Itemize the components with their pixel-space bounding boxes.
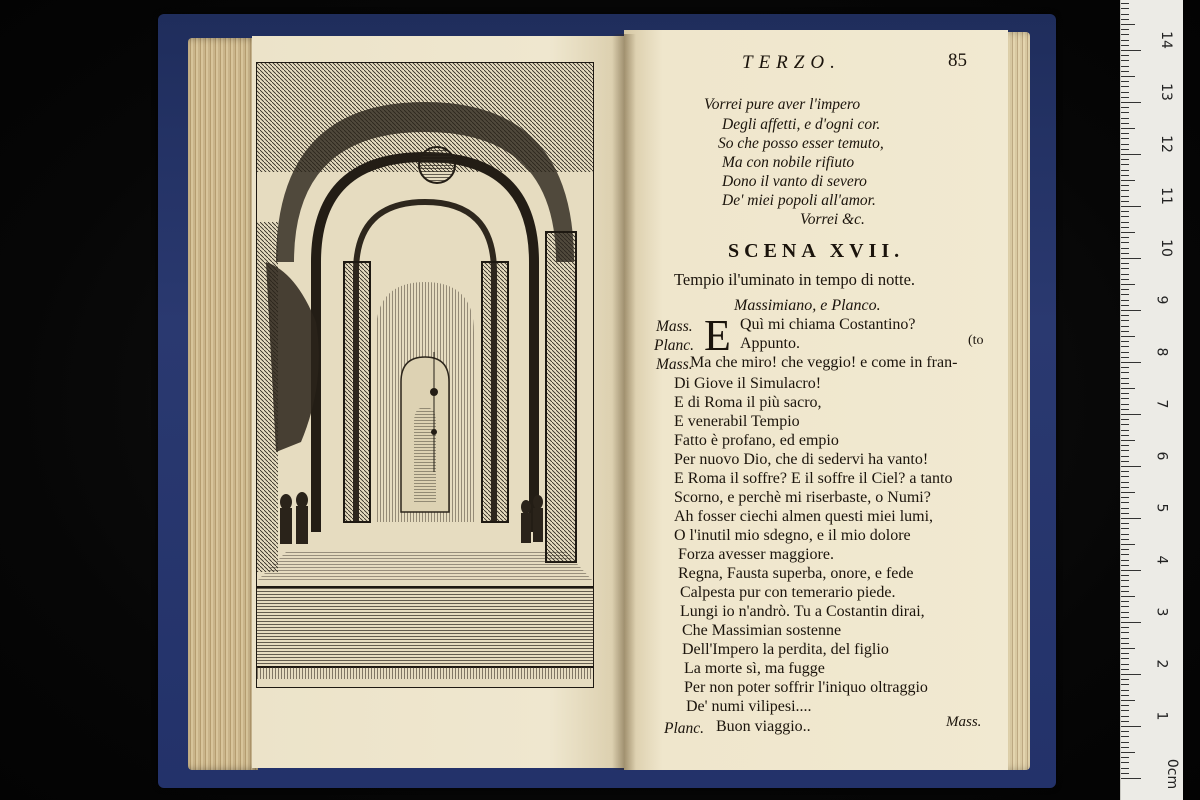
ruler-tick — [1121, 393, 1129, 394]
ruler-tick — [1121, 648, 1135, 649]
ruler-tick — [1121, 258, 1141, 259]
ruler-tick — [1121, 19, 1129, 20]
ruler-tick — [1121, 664, 1129, 665]
text-line: Dell'Impero la perdita, del figlio — [682, 641, 889, 658]
character-list: Massimiano, e Planco. — [734, 297, 881, 314]
ruler-tick — [1121, 97, 1129, 98]
text-line: E Roma il soffre? E il soffre il Ciel? a tanto — [674, 470, 953, 487]
ruler-tick — [1121, 632, 1129, 633]
ruler-tick — [1121, 768, 1129, 769]
ruler-tick — [1121, 29, 1129, 30]
ruler-tick — [1121, 617, 1129, 618]
ruler-tick — [1121, 248, 1129, 249]
ruler-tick — [1121, 398, 1129, 399]
ruler-tick — [1121, 3, 1129, 4]
ruler-tick — [1121, 294, 1129, 295]
verse-line: Dono il vanto di severo — [722, 173, 867, 190]
ruler-tick — [1121, 424, 1129, 425]
ruler-tick — [1121, 289, 1129, 290]
ruler-tick — [1121, 549, 1129, 550]
ruler-tick — [1121, 419, 1129, 420]
ruler-tick — [1121, 679, 1129, 680]
ruler-tick — [1121, 622, 1141, 623]
text-line: Per nuovo Dio, che di sedervi ha vanto! — [674, 451, 929, 468]
ruler-number: 4 — [1153, 555, 1170, 565]
ruler-tick — [1121, 404, 1129, 405]
ruler-tick — [1121, 159, 1129, 160]
ruler-tick — [1121, 336, 1135, 337]
scene-title: SCENA XVII. — [728, 240, 905, 262]
ruler-tick — [1121, 591, 1129, 592]
ruler-tick — [1121, 695, 1129, 696]
ruler-tick — [1121, 757, 1129, 758]
ruler-tick — [1121, 476, 1129, 477]
ruler-tick — [1121, 721, 1129, 722]
ruler-tick — [1121, 341, 1129, 342]
ruler-tick — [1121, 762, 1129, 763]
verse-line: Vorrei pure aver l'impero — [704, 96, 861, 113]
ruler-tick — [1121, 211, 1129, 212]
ruler-number: 10 — [1157, 239, 1174, 257]
ruler-tick — [1121, 773, 1129, 774]
ruler-tick — [1121, 456, 1129, 457]
ruler-tick — [1121, 596, 1135, 597]
ruler-tick — [1121, 320, 1129, 321]
ruler-tick — [1121, 232, 1135, 233]
ruler-tick — [1121, 253, 1129, 254]
ruler-tick — [1121, 612, 1129, 613]
ruler-tick — [1121, 133, 1129, 134]
verse-line: Degli affetti, e d'ogni cor. — [722, 116, 881, 133]
ruler-tick — [1121, 118, 1129, 119]
text-line: Fatto è profano, ed empio — [674, 432, 839, 449]
ruler-tick — [1121, 81, 1129, 82]
ruler-number: 1 — [1153, 711, 1170, 721]
ruler-tick — [1121, 643, 1129, 644]
ruler-tick — [1121, 164, 1129, 165]
ruler-tick — [1121, 736, 1129, 737]
ruler-tick — [1121, 705, 1129, 706]
ruler-tick — [1121, 8, 1129, 9]
ruler-tick — [1121, 445, 1129, 446]
ruler-tick — [1121, 242, 1129, 243]
ruler-tick — [1121, 362, 1141, 363]
verse-line: De' miei popoli all'amor. — [722, 192, 876, 209]
ruler-tick — [1121, 684, 1129, 685]
ruler-tick — [1121, 86, 1129, 87]
ruler-tick — [1121, 742, 1129, 743]
text-line: E di Roma il più sacro, — [674, 394, 822, 411]
ruler-tick — [1121, 482, 1129, 483]
ruler-tick — [1121, 315, 1129, 316]
ruler-tick — [1121, 50, 1141, 51]
ruler-tick — [1121, 627, 1129, 628]
dialogue-line: Buon viaggio.. — [716, 718, 811, 735]
ruler-tick — [1121, 300, 1129, 301]
text-line: Che Massimian sostenne — [682, 622, 842, 639]
ruler-tick — [1121, 45, 1129, 46]
ruler-tick — [1121, 544, 1135, 545]
ruler-tick — [1121, 138, 1129, 139]
text-line: Di Giove il Simulacro! — [674, 375, 822, 392]
dialogue-line: Quì mi chiama Costantino? — [740, 316, 916, 333]
ruler-tick — [1121, 180, 1135, 181]
ruler-tick — [1121, 586, 1129, 587]
text-line: Regna, Fausta superba, onore, e fede — [678, 565, 914, 582]
text-line: Ah fosser ciechi almen questi miei lumi, — [674, 508, 934, 525]
text-line: Calpesta pur con temerario piede. — [680, 584, 896, 601]
ruler-tick — [1121, 357, 1129, 358]
ruler-tick — [1121, 227, 1129, 228]
ruler-tick — [1121, 502, 1129, 503]
ruler-tick — [1121, 528, 1129, 529]
ruler-tick — [1121, 346, 1129, 347]
ruler-tick — [1121, 466, 1141, 467]
ruler-tick — [1121, 216, 1129, 217]
ruler-tick — [1121, 154, 1141, 155]
ruler-tick — [1121, 40, 1129, 41]
text-line: La morte sì, ma fugge — [684, 660, 825, 677]
ruler-tick — [1121, 778, 1141, 779]
ruler-tick — [1121, 60, 1129, 61]
ruler-tick — [1121, 185, 1129, 186]
catchword: Mass. — [946, 714, 982, 730]
ruler-tick — [1121, 435, 1129, 436]
ruler-tick — [1121, 222, 1129, 223]
ruler-tick — [1121, 378, 1129, 379]
running-header: TERZO. — [742, 52, 841, 73]
ruler-tick — [1121, 570, 1141, 571]
ruler-unit-label: 0cm — [1164, 758, 1181, 790]
ruler-tick — [1121, 305, 1129, 306]
ruler-tick — [1121, 513, 1129, 514]
ruler-tick — [1121, 128, 1135, 129]
ruler-tick — [1121, 731, 1129, 732]
ruler-tick — [1121, 144, 1129, 145]
ruler-tick — [1121, 372, 1129, 373]
ruler-number: 12 — [1157, 135, 1174, 153]
book-gutter — [612, 34, 636, 770]
ruler-tick — [1121, 24, 1135, 25]
ruler-tick — [1121, 554, 1129, 555]
ruler-tick — [1121, 560, 1129, 561]
ruler-tick — [1121, 352, 1129, 353]
verse-line: Ma con nobile rifiuto — [722, 154, 855, 171]
ruler-tick — [1121, 107, 1129, 108]
ruler-tick — [1121, 237, 1129, 238]
ruler-tick — [1121, 534, 1129, 535]
text-line: Scorno, e perchè mi riserbaste, o Numi? — [674, 489, 931, 506]
ruler-tick — [1121, 440, 1135, 441]
text-line: Forza avesser maggiore. — [678, 546, 834, 563]
ruler-tick — [1121, 34, 1129, 35]
ruler-tick — [1121, 580, 1129, 581]
scene-setting: Tempio il'uminato in tempo di notte. — [674, 270, 916, 289]
ruler-tick — [1121, 112, 1129, 113]
speaker-label: Mass. — [656, 318, 693, 335]
speaker-label: Mass. — [656, 356, 693, 373]
speaker-label: Planc. — [664, 720, 705, 737]
ruler-tick — [1121, 565, 1129, 566]
ruler-number: 11 — [1157, 187, 1174, 205]
ruler-tick — [1121, 575, 1129, 576]
text-line: Lungi io n'andrò. Tu a Costantin dirai, — [680, 603, 925, 620]
ruler-number: 3 — [1153, 607, 1170, 617]
speaker-label: Planc. — [654, 337, 695, 354]
ruler-tick — [1121, 653, 1129, 654]
ruler-number: 2 — [1153, 659, 1170, 669]
ruler-tick — [1121, 752, 1135, 753]
ruler-tick — [1121, 710, 1129, 711]
ruler-tick — [1121, 726, 1141, 727]
ruler-tick — [1121, 201, 1129, 202]
drop-capital: E — [704, 311, 731, 360]
ruler-tick — [1121, 274, 1129, 275]
ruler-tick — [1121, 669, 1129, 670]
temple-engraving — [256, 62, 594, 688]
text-line: E venerabil Tempio — [674, 413, 800, 430]
ruler-number: 5 — [1153, 503, 1170, 513]
ruler-number: 8 — [1153, 347, 1170, 357]
ruler-tick — [1121, 450, 1129, 451]
ruler-number: 6 — [1153, 451, 1170, 461]
ruler-tick — [1121, 601, 1129, 602]
ruler-tick — [1121, 263, 1129, 264]
ruler-tick — [1121, 190, 1129, 191]
ruler-tick — [1121, 690, 1129, 691]
ruler-tick — [1121, 92, 1129, 93]
ruler-tick — [1121, 175, 1129, 176]
ruler-tick — [1121, 149, 1129, 150]
text-line: Per non poter soffrir l'iniquo oltraggio — [684, 679, 928, 696]
ruler-tick — [1121, 492, 1135, 493]
ruler-tick — [1121, 279, 1129, 280]
page-edges-left — [188, 38, 258, 770]
ruler-number: 13 — [1157, 83, 1174, 101]
ruler-tick — [1121, 414, 1141, 415]
ruler-tick — [1121, 638, 1129, 639]
ruler-tick — [1121, 508, 1129, 509]
ruler-tick — [1121, 102, 1141, 103]
text-line: O l'inutil mio sdegno, e il mio dolore — [674, 527, 911, 544]
page-number: 85 — [948, 50, 967, 71]
ruler-tick — [1121, 76, 1135, 77]
ruler-tick — [1121, 66, 1129, 67]
ruler-tick — [1121, 461, 1129, 462]
ruler-tick — [1121, 497, 1129, 498]
ruler-tick — [1121, 331, 1129, 332]
ruler-tick — [1121, 71, 1129, 72]
ruler-tick — [1121, 518, 1141, 519]
ruler-tick — [1121, 326, 1129, 327]
verse-line: So che posso esser temuto, — [718, 135, 884, 152]
dialogue-line: Ma che miro! che veggio! e come in fran- — [690, 354, 958, 371]
ruler-number: 9 — [1153, 295, 1170, 305]
ruler-tick — [1121, 700, 1135, 701]
ruler-tick — [1121, 14, 1129, 15]
ruler-tick — [1121, 539, 1129, 540]
line-end-fragment: (to — [968, 333, 984, 348]
ruler-tick — [1121, 268, 1129, 269]
text-line: De' numi vilipesi.... — [686, 698, 812, 715]
ruler-tick — [1121, 523, 1129, 524]
ruler-tick — [1121, 367, 1129, 368]
ruler-tick — [1121, 674, 1141, 675]
ruler-tick — [1121, 55, 1129, 56]
ruler-tick — [1121, 170, 1129, 171]
ruler-tick — [1121, 383, 1129, 384]
ruler-tick — [1121, 471, 1129, 472]
ruler-tick — [1121, 487, 1129, 488]
ruler-tick — [1121, 310, 1141, 311]
ruler-tick — [1121, 196, 1129, 197]
ruler-tick — [1121, 658, 1129, 659]
centimeter-scale — [1120, 0, 1183, 800]
verse-line: Vorrei &c. — [800, 211, 865, 228]
ruler-tick — [1121, 606, 1129, 607]
ruler-tick — [1121, 409, 1129, 410]
ruler-tick — [1121, 388, 1135, 389]
ruler-tick — [1121, 716, 1129, 717]
ruler-tick — [1121, 206, 1141, 207]
ruler-tick — [1121, 430, 1129, 431]
ruler-tick — [1121, 123, 1129, 124]
dialogue-line: Appunto. — [740, 335, 800, 352]
ruler-number: 14 — [1157, 31, 1174, 49]
ruler-number: 7 — [1153, 399, 1170, 409]
ruler-tick — [1121, 284, 1135, 285]
ruler-tick — [1121, 747, 1129, 748]
